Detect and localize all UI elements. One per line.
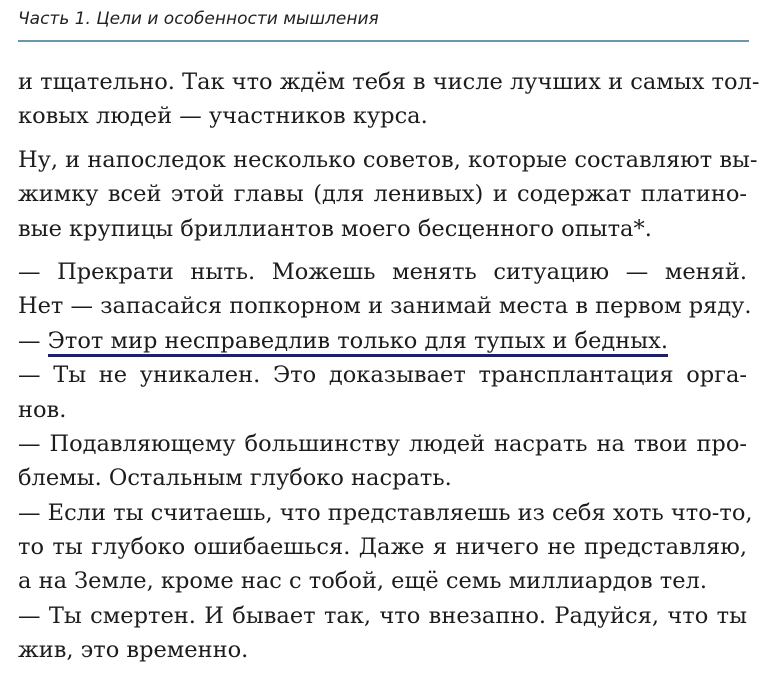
hand-underlined-text: Этот мир несправедлив только для тупых и бедных. (48, 328, 668, 357)
dash: — (18, 327, 48, 354)
text-line: вые крупицы бриллиантов моего бесценного опыта*. (18, 215, 652, 242)
text-line: — Прекрати ныть. Можешь менять ситуацию — меняй. (18, 258, 747, 285)
text-line: и тщательно. Так что ждём тебя в числе лучших и самых тол- (18, 69, 760, 95)
text-line: жимку всей этой главы (для ленивых) и содержат платино- (18, 181, 747, 208)
text-line: нов. (18, 396, 67, 423)
header-title: Часть 1. Цели и особенности мышления (18, 9, 379, 29)
text-line: блемы. Остальным глубоко насрать. (18, 465, 452, 492)
text-line: — Ты не уникален. Это доказывает трансплантация орга- (18, 362, 747, 389)
text-line: а на Земле, кроме нас с тобой, ещё семь миллиардов тел. (18, 568, 708, 595)
page-body (18, 65, 760, 677)
paragraph (18, 143, 758, 246)
running-header (18, 6, 749, 42)
paragraph (18, 65, 760, 134)
advice-list (18, 255, 753, 668)
text-line: жив, это временно. (18, 637, 249, 664)
text-line: Нет — запасайся попкорном и занимай места в первом ряду. (18, 293, 752, 320)
underlined-advice-line (18, 324, 747, 358)
text-line: то ты глубоко ошибаешься. Даже я ничего не представляю, (18, 534, 747, 561)
text-line: ковых людей — участников курса. (18, 103, 428, 130)
text-line: — Ты смертен. И бывает так, что внезапно. Радуйся, что ты (18, 602, 747, 629)
text-line: — Подавляющему большинству людей насрать на твои про- (18, 430, 747, 457)
text-line: Ну, и напоследок несколько советов, которые составляют вы- (18, 146, 758, 173)
text-line: — Если ты считаешь, что представляешь из себя хоть что-то, (18, 499, 753, 526)
